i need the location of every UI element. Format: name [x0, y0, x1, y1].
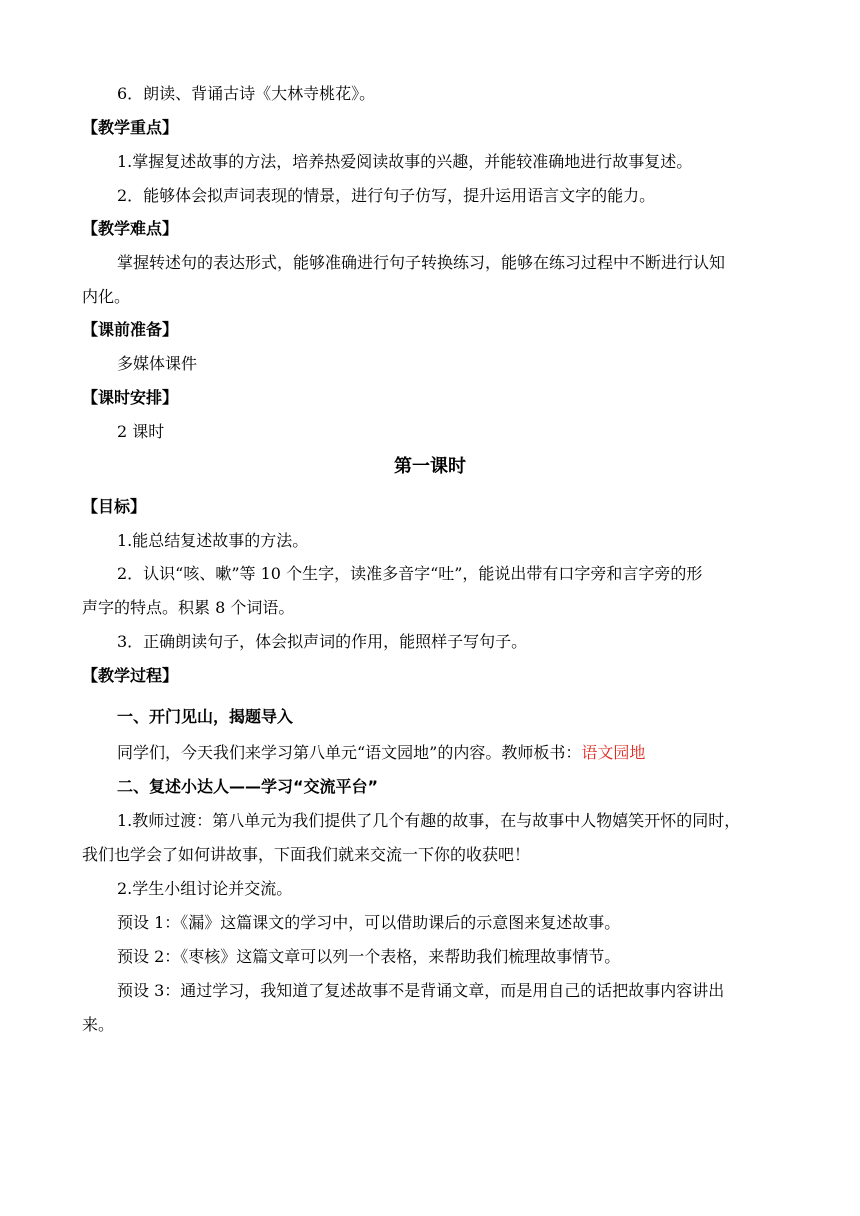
text-line: 1.能总结复述故事的方法。	[117, 531, 309, 550]
text-line: 2．能够体会拟声词表现的情景，进行句子仿写，提升运用语言文字的能力。	[117, 186, 656, 205]
subheading-step-2: 二、复述小达人——学习“交流平台”	[117, 777, 379, 796]
text-line: 2.学生小组讨论并交流。	[117, 879, 293, 898]
text-line: 6．朗读、背诵古诗《大林寺桃花》。	[117, 84, 376, 103]
subheading-step-1: 一、开门见山，揭题导入	[117, 707, 294, 726]
text-line: 声字的特点。积累 8 个词语。	[82, 598, 295, 617]
text-line: 我们也学会了如何讲故事，下面我们就来交流一下你的收获吧！	[82, 845, 531, 864]
board-writing-highlight: 语文园地	[581, 743, 646, 762]
text-line: 1.教师过渡：第八单元为我们提供了几个有趣的故事，在与故事中人物嬉笑开怀的同时，	[117, 811, 741, 830]
text-line	[117, 743, 645, 763]
text-line: 预设 2：《枣核》这篇文章可以列一个表格，来帮助我们梳理故事情节。	[117, 947, 621, 966]
heading-preparation: 【课前准备】	[82, 320, 179, 339]
text-line: 2．认识“咳、嗽”等 10 个生字，读准多音字“吐”，能说出带有口字旁和言字旁的形	[117, 564, 703, 583]
text-line: 内化。	[82, 287, 131, 306]
text-line: 预设 1：《漏》这篇课文的学习中，可以借助课后的示意图来复述故事。	[117, 913, 621, 932]
heading-teaching-difficulty: 【教学难点】	[82, 219, 179, 238]
text-segment: 同学们，今天我们来学习第八单元“语文园地”的内容。教师板书：	[117, 743, 582, 762]
text-line: 掌握转述句的表达形式，能够准确进行句子转换练习，能够在练习过程中不断进行认知	[117, 253, 726, 272]
heading-schedule: 【课时安排】	[82, 388, 179, 407]
text-line: 1.掌握复述故事的方法，培养热爱阅读故事的兴趣，并能较准确地进行故事复述。	[117, 152, 693, 171]
text-line: 2 课时	[117, 422, 165, 441]
section-title: 第一课时	[394, 456, 466, 477]
text-line: 预设 3：通过学习，我知道了复述故事不是背诵文章，而是用自己的话把故事内容讲出	[117, 981, 725, 1000]
text-line: 多媒体课件	[117, 354, 198, 373]
heading-goal: 【目标】	[82, 497, 147, 516]
heading-teaching-focus: 【教学重点】	[82, 118, 179, 137]
heading-process: 【教学过程】	[82, 666, 179, 685]
text-line: 来。	[82, 1015, 115, 1034]
text-line: 3．正确朗读句子，体会拟声词的作用，能照样子写句子。	[117, 632, 528, 651]
